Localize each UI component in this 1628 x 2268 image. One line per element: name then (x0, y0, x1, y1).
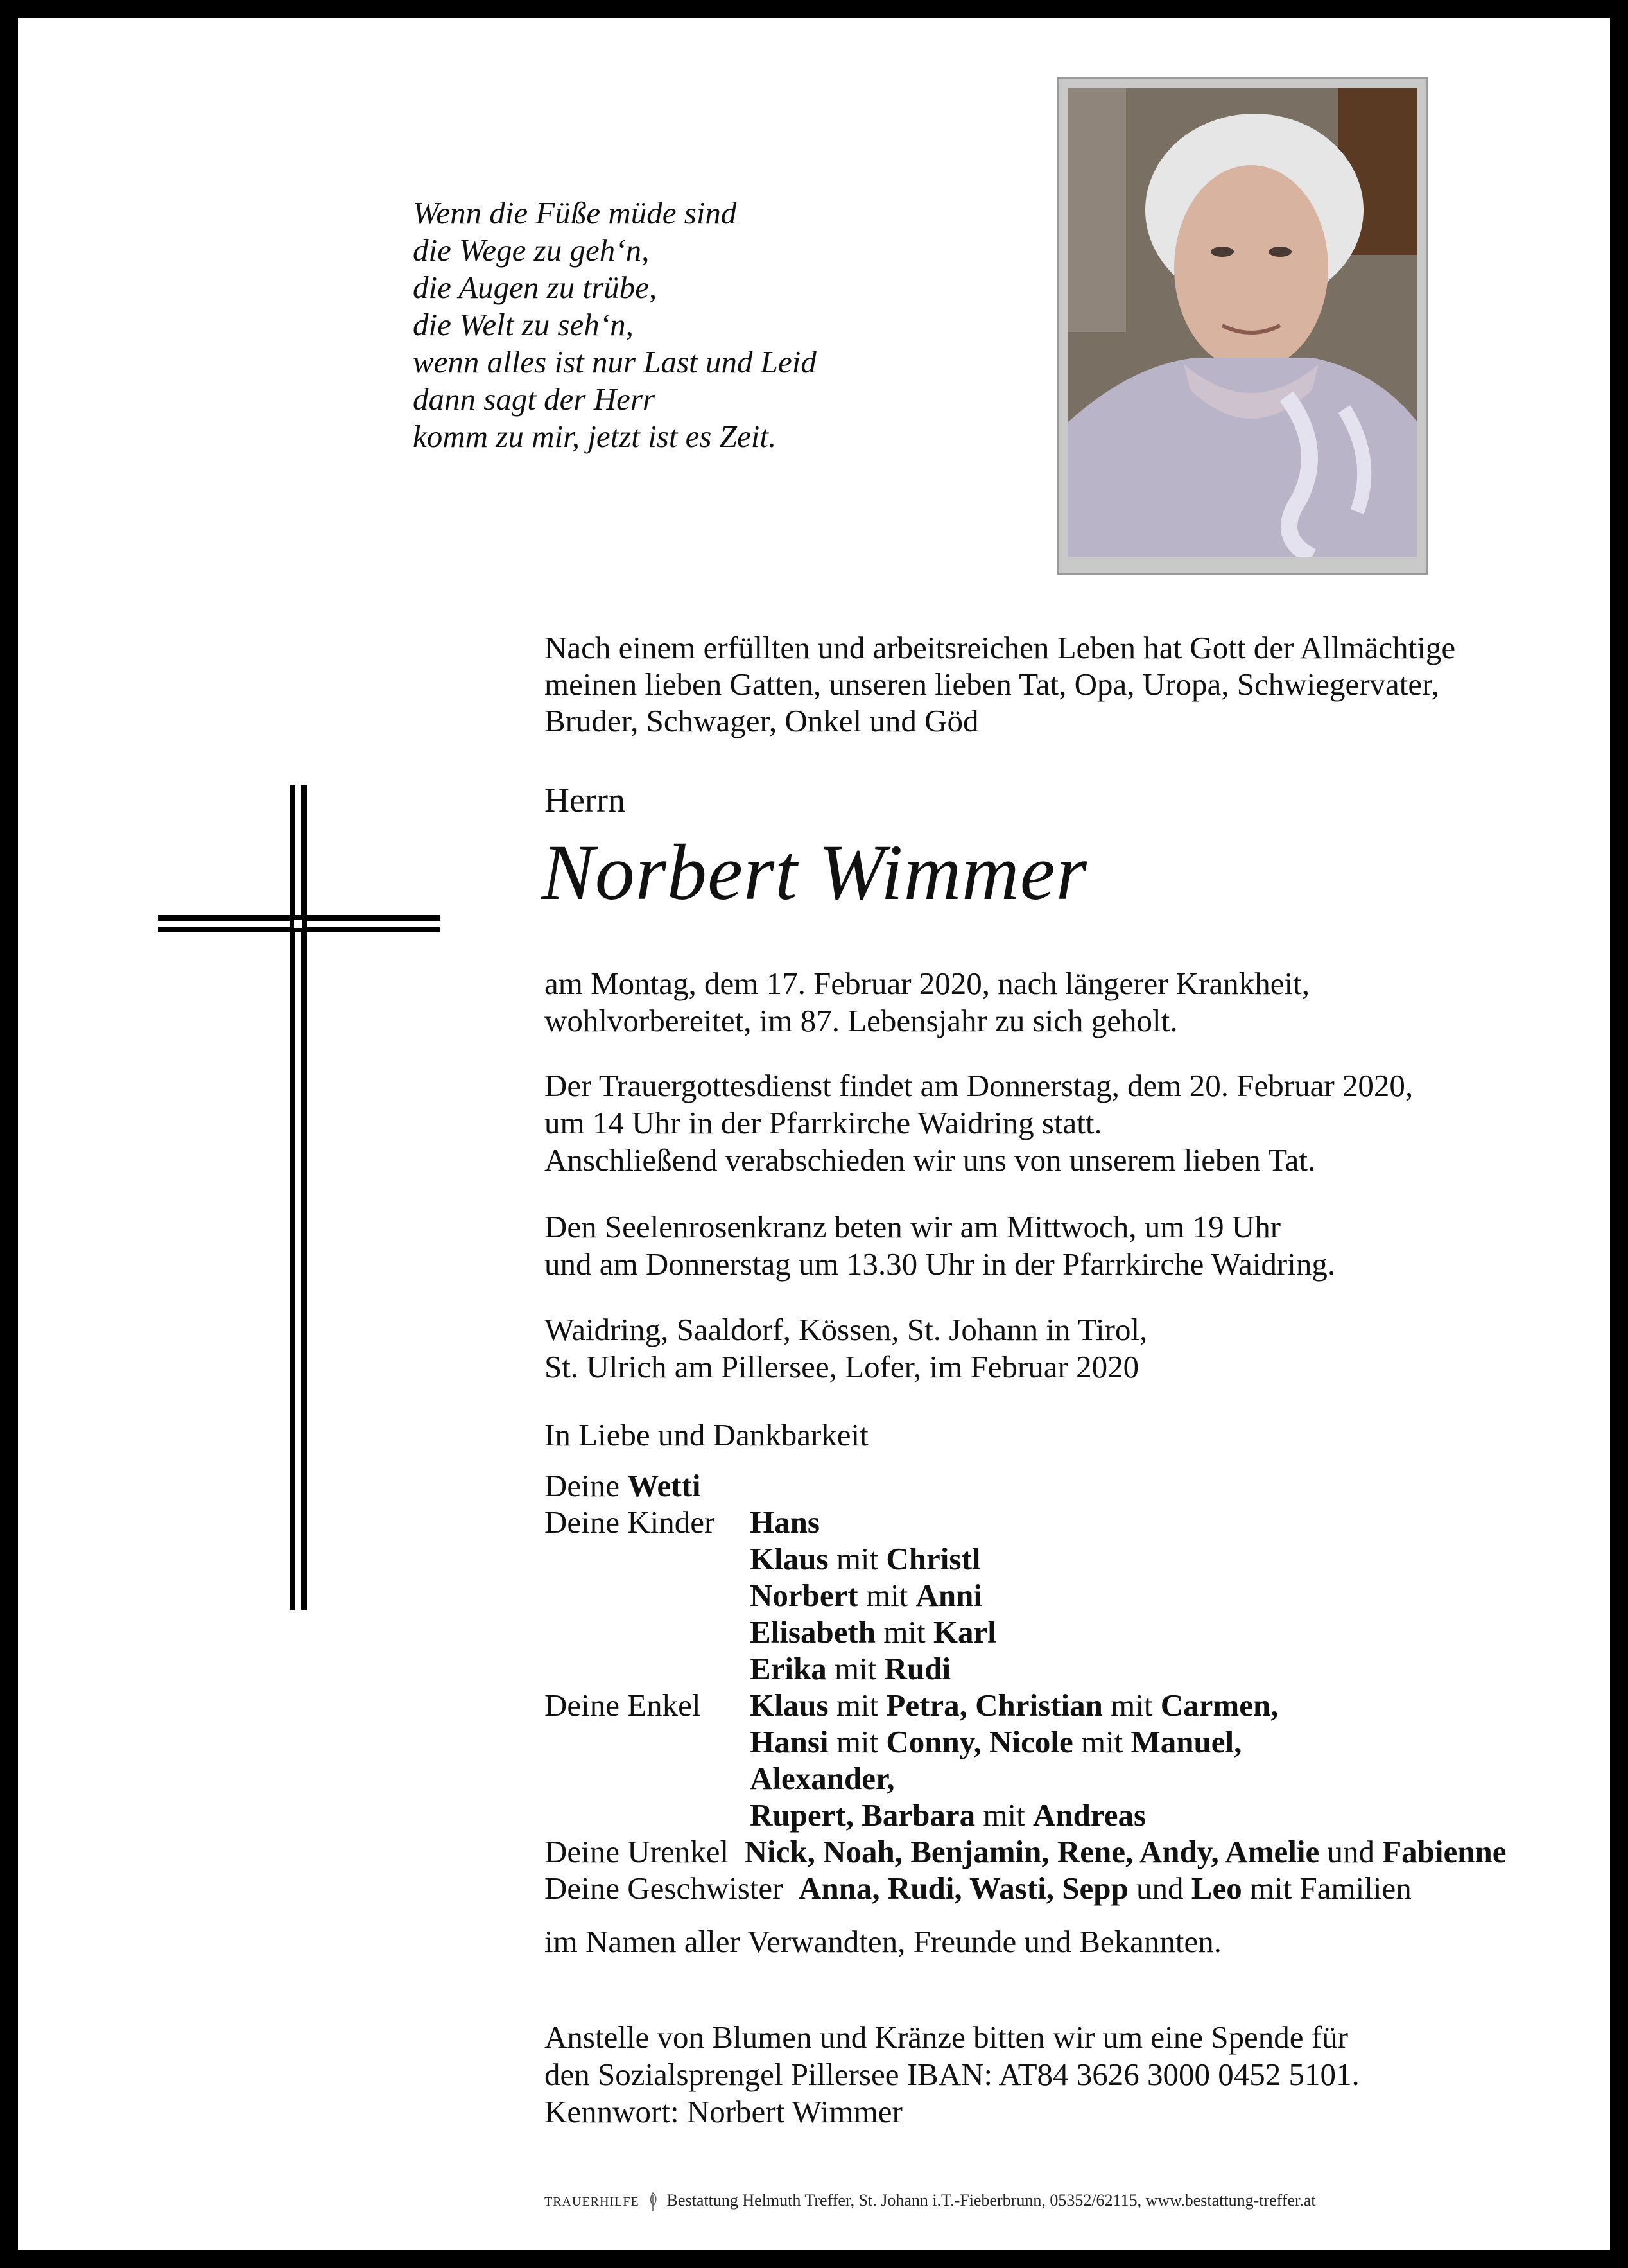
wife-label: Deine (544, 1468, 619, 1503)
grandchild-name: Petra, Christian (886, 1688, 1103, 1723)
siblings-label: Deine Geschwister (544, 1871, 783, 1906)
cross-icon (158, 785, 440, 1610)
service-line: Der Trauergottesdienst findet am Donnerstag, dem 20. Februar 2020, (544, 1068, 1414, 1103)
rosary-line: und am Donnerstag um 13.30 Uhr in der Pfarrkirche Waidring. (544, 1246, 1336, 1282)
donation-line: Anstelle von Blumen und Kränze bitten wir um eine Spende für (544, 2019, 1348, 2055)
intro-line: Bruder, Schwager, Onkel und Göd (544, 703, 979, 738)
with-word: mit (1111, 1688, 1153, 1723)
and-word: und (1136, 1871, 1184, 1906)
grandchild-name: Conny, Nicole (886, 1724, 1073, 1759)
poem-line: die Wege zu geh‘n, (413, 232, 650, 268)
children-label: Deine Kinder (544, 1505, 715, 1540)
with-word: mit (836, 1724, 879, 1759)
place-date (544, 1311, 1147, 1386)
salutation: Herrn (544, 781, 625, 819)
spouse-name: Anni (915, 1578, 983, 1613)
donation-line: Kennwort: Norbert Wimmer (544, 2094, 903, 2129)
service-line: Anschließend verabschieden wir uns von unserem lieben Tat. (544, 1142, 1316, 1178)
place-line: Waidring, Saaldorf, Kössen, St. Johann in Tirol, (544, 1312, 1148, 1347)
great-grandchildren-label: Deine Urenkel (544, 1834, 729, 1869)
with-word: mit (1249, 1871, 1292, 1906)
footer (544, 2191, 1316, 2212)
footer-brand: TRAUERHILFE (544, 2195, 639, 2209)
intro-text (544, 629, 1543, 739)
love-line: In Liebe und Dankbarkeit (544, 1417, 869, 1452)
with-word: mit (883, 1614, 926, 1650)
spouse-name: Carmen, (1160, 1688, 1279, 1723)
with-word: mit (836, 1688, 879, 1723)
poem (413, 195, 817, 455)
death-line: am Montag, dem 17. Februar 2020, nach längerer Krankheit, (544, 966, 1310, 1001)
families-word: Familien (1299, 1871, 1412, 1906)
child-name: Klaus (750, 1541, 829, 1576)
child-name: Elisabeth (750, 1614, 876, 1650)
poem-line: wenn alles ist nur Last und Leid (413, 344, 817, 379)
intro-line: Nach einem erfüllten und arbeitsreichen Leben hat Gott der Allmächtige (544, 630, 1456, 665)
grandchild-name: Rupert, Barbara (750, 1797, 976, 1833)
place-line: St. Ulrich am Pillersee, Lofer, im Februar 2020 (544, 1349, 1139, 1384)
poem-line: die Augen zu trübe, (413, 270, 657, 305)
and-word: und (1327, 1834, 1374, 1869)
great-grandchild-names: Nick, Noah, Benjamin, Rene, Andy, Amelie (744, 1834, 1320, 1869)
spouse-name: Andreas (1032, 1797, 1147, 1833)
footer-text: Bestattung Helmuth Treffer, St. Johann i.T.-Fieberbrunn, 05352/62115, www.bestattung-treffer.at (666, 2191, 1316, 2210)
poem-line: komm zu mir, jetzt ist es Zeit. (413, 419, 777, 454)
donation-notice (544, 2019, 1360, 2131)
portrait-photo (1068, 88, 1417, 557)
death-line: wohlvorbereitet, im 87. Lebensjahr zu sich geholt. (544, 1003, 1178, 1038)
poem-line: dann sagt der Herr (413, 381, 655, 417)
spouse-name: Christl (886, 1541, 981, 1576)
with-word: mit (983, 1797, 1025, 1833)
portrait-illustration (1068, 88, 1417, 557)
wife-name: Wetti (627, 1468, 701, 1503)
great-grandchild-name: Fabienne (1382, 1834, 1507, 1869)
death-notice (544, 965, 1310, 1040)
portrait-frame (1057, 77, 1428, 575)
grandchild-name: Hansi (750, 1724, 829, 1759)
deceased-name: Norbert Wimmer (541, 828, 1087, 916)
spouse-name: Manuel, (1130, 1724, 1242, 1759)
sibling-name: Leo (1191, 1871, 1242, 1906)
spouse-name: Karl (933, 1614, 996, 1650)
child-name: Norbert (750, 1578, 858, 1613)
poem-line: die Welt zu seh‘n, (413, 307, 634, 342)
with-word: mit (836, 1541, 879, 1576)
grandchild-name: Alexander, (750, 1761, 895, 1796)
with-word: mit (865, 1578, 908, 1613)
child-name: Erika (750, 1651, 827, 1686)
spouse-name: Rudi (884, 1651, 951, 1686)
grandchild-name: Klaus (750, 1688, 829, 1723)
leaf-icon (646, 2192, 660, 2212)
intro-line: meinen lieben Gatten, unseren lieben Tat, Opa, Uropa, Schwiegervater, (544, 667, 1439, 702)
with-word: mit (835, 1651, 877, 1686)
donation-line: den Sozialsprengel Pillersee IBAN: AT84 3626 3000 0452 5101. (544, 2057, 1360, 2092)
service-notice (544, 1067, 1413, 1179)
rosary-notice (544, 1208, 1335, 1283)
sibling-names: Anna, Rudi, Wasti, Sepp (798, 1871, 1129, 1906)
service-line: um 14 Uhr in der Pfarrkirche Waidring statt. (544, 1105, 1102, 1140)
relatives-line: im Namen aller Verwandten, Freunde und Bekannten. (544, 1924, 1222, 1959)
grandchildren-label: Deine Enkel (544, 1688, 701, 1723)
poem-line: Wenn die Füße müde sind (413, 195, 737, 231)
with-word: mit (1080, 1724, 1123, 1759)
child-name: Hans (750, 1505, 820, 1540)
rosary-line: Den Seelenrosenkranz beten wir am Mittwoch, um 19 Uhr (544, 1209, 1281, 1244)
